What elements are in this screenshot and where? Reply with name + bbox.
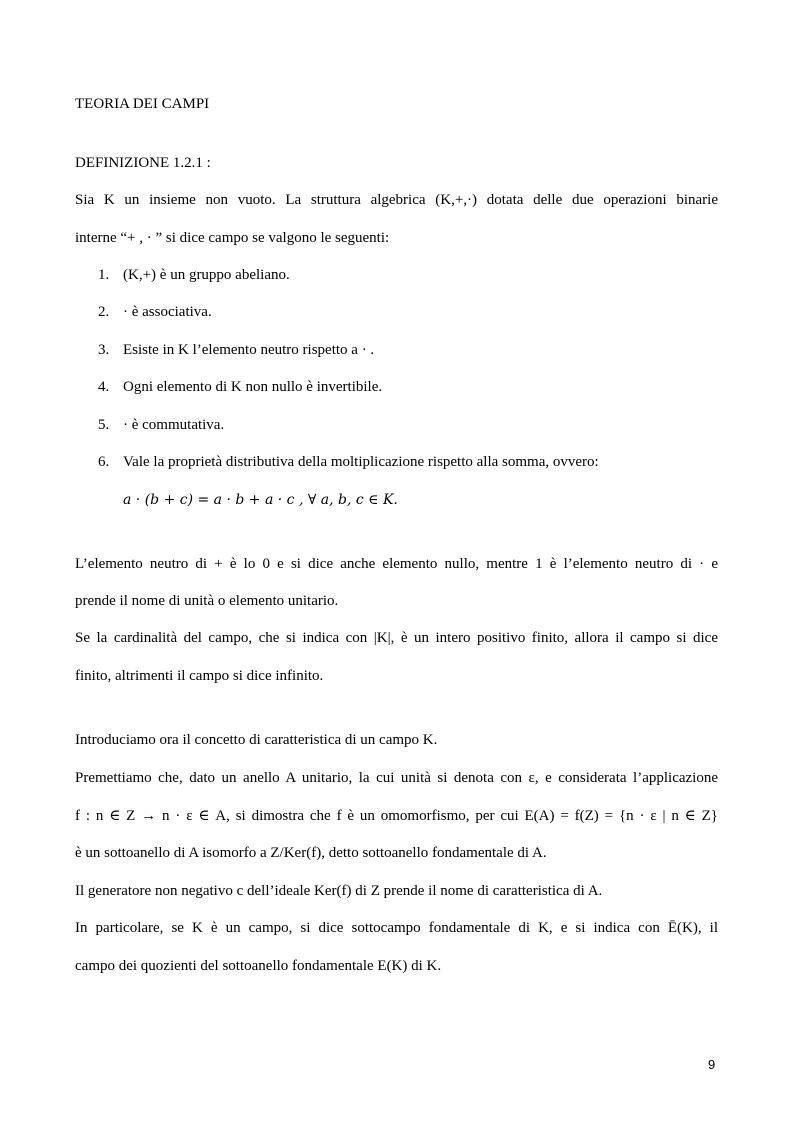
paragraph-ring-line-1: Premettiamo che, dato un anello A unitario, la cui unità si denota con ε, e considerata l’applicazione	[75, 770, 718, 786]
list-item-number: 4.	[98, 379, 110, 395]
list-item-number: 6.	[98, 454, 110, 470]
page-number: 9	[708, 1057, 716, 1072]
intro-line-1: Sia K un insieme non vuoto. La struttura algebrica (K,+,·) dotata delle due operazioni binarie	[75, 192, 718, 208]
distributive-formula: a · (b + c) = a · b + a · c , ∀ a, b, c ∈ K.	[123, 492, 398, 508]
list-item-number: 3.	[98, 342, 110, 358]
list-item: · è commutativa.	[123, 417, 225, 433]
list-item: Ogni elemento di K non nullo è invertibile.	[123, 379, 383, 395]
paragraph-generator: Il generatore non negativo c dell’ideale Ker(f) di Z prende il nome di caratteristica di A.	[75, 883, 603, 899]
list-item-number: 1.	[98, 267, 110, 283]
section-title: TEORIA DEI CAMPI	[75, 96, 210, 112]
paragraph-subfield-line-2: campo dei quozienti del sottoanello fondamentale E(K) di K.	[75, 958, 442, 974]
paragraph-ring-line-3: è un sottoanello di A isomorfo a Z/Ker(f), detto sottoanello fondamentale di A.	[75, 845, 547, 861]
definition-heading: DEFINIZIONE 1.2.1 :	[75, 155, 211, 171]
list-item: Esiste in K l’elemento neutro rispetto a · .	[123, 342, 375, 358]
paragraph-neutral-line-1: L’elemento neutro di + è lo 0 e si dice anche elemento nullo, mentre 1 è l’elemento neutro di · e	[75, 556, 718, 572]
paragraph-ring-line-2: f : n ∈ Z → n · ε ∈ A, si dimostra che f è un omomorfismo, per cui E(A) = f(Z) = {n · ε | n ∈ Z}	[75, 808, 718, 824]
paragraph-characteristic-intro: Introduciamo ora il concetto di caratteristica di un campo K.	[75, 732, 438, 748]
list-item: Vale la proprietà distributiva della moltiplicazione rispetto alla somma, ovvero:	[123, 454, 599, 470]
paragraph-cardinality-line-1: Se la cardinalità del campo, che si indica con |K|, è un intero positivo finito, allora il campo si dice	[75, 630, 718, 646]
paragraph-neutral-line-2: prende il nome di unità o elemento unitario.	[75, 593, 339, 609]
paragraph-subfield-line-1: In particolare, se K è un campo, si dice sottocampo fondamentale di K, e si indica con Ē(K), il	[75, 920, 718, 936]
list-item: · è associativa.	[123, 304, 212, 320]
list-item: (K,+) è un gruppo abeliano.	[123, 267, 290, 283]
list-item-number: 5.	[98, 417, 110, 433]
intro-line-2: interne “+ , · ” si dice campo se valgono le seguenti:	[75, 230, 390, 246]
list-item-number: 2.	[98, 304, 110, 320]
paragraph-cardinality-line-2: finito, altrimenti il campo si dice infinito.	[75, 668, 324, 684]
